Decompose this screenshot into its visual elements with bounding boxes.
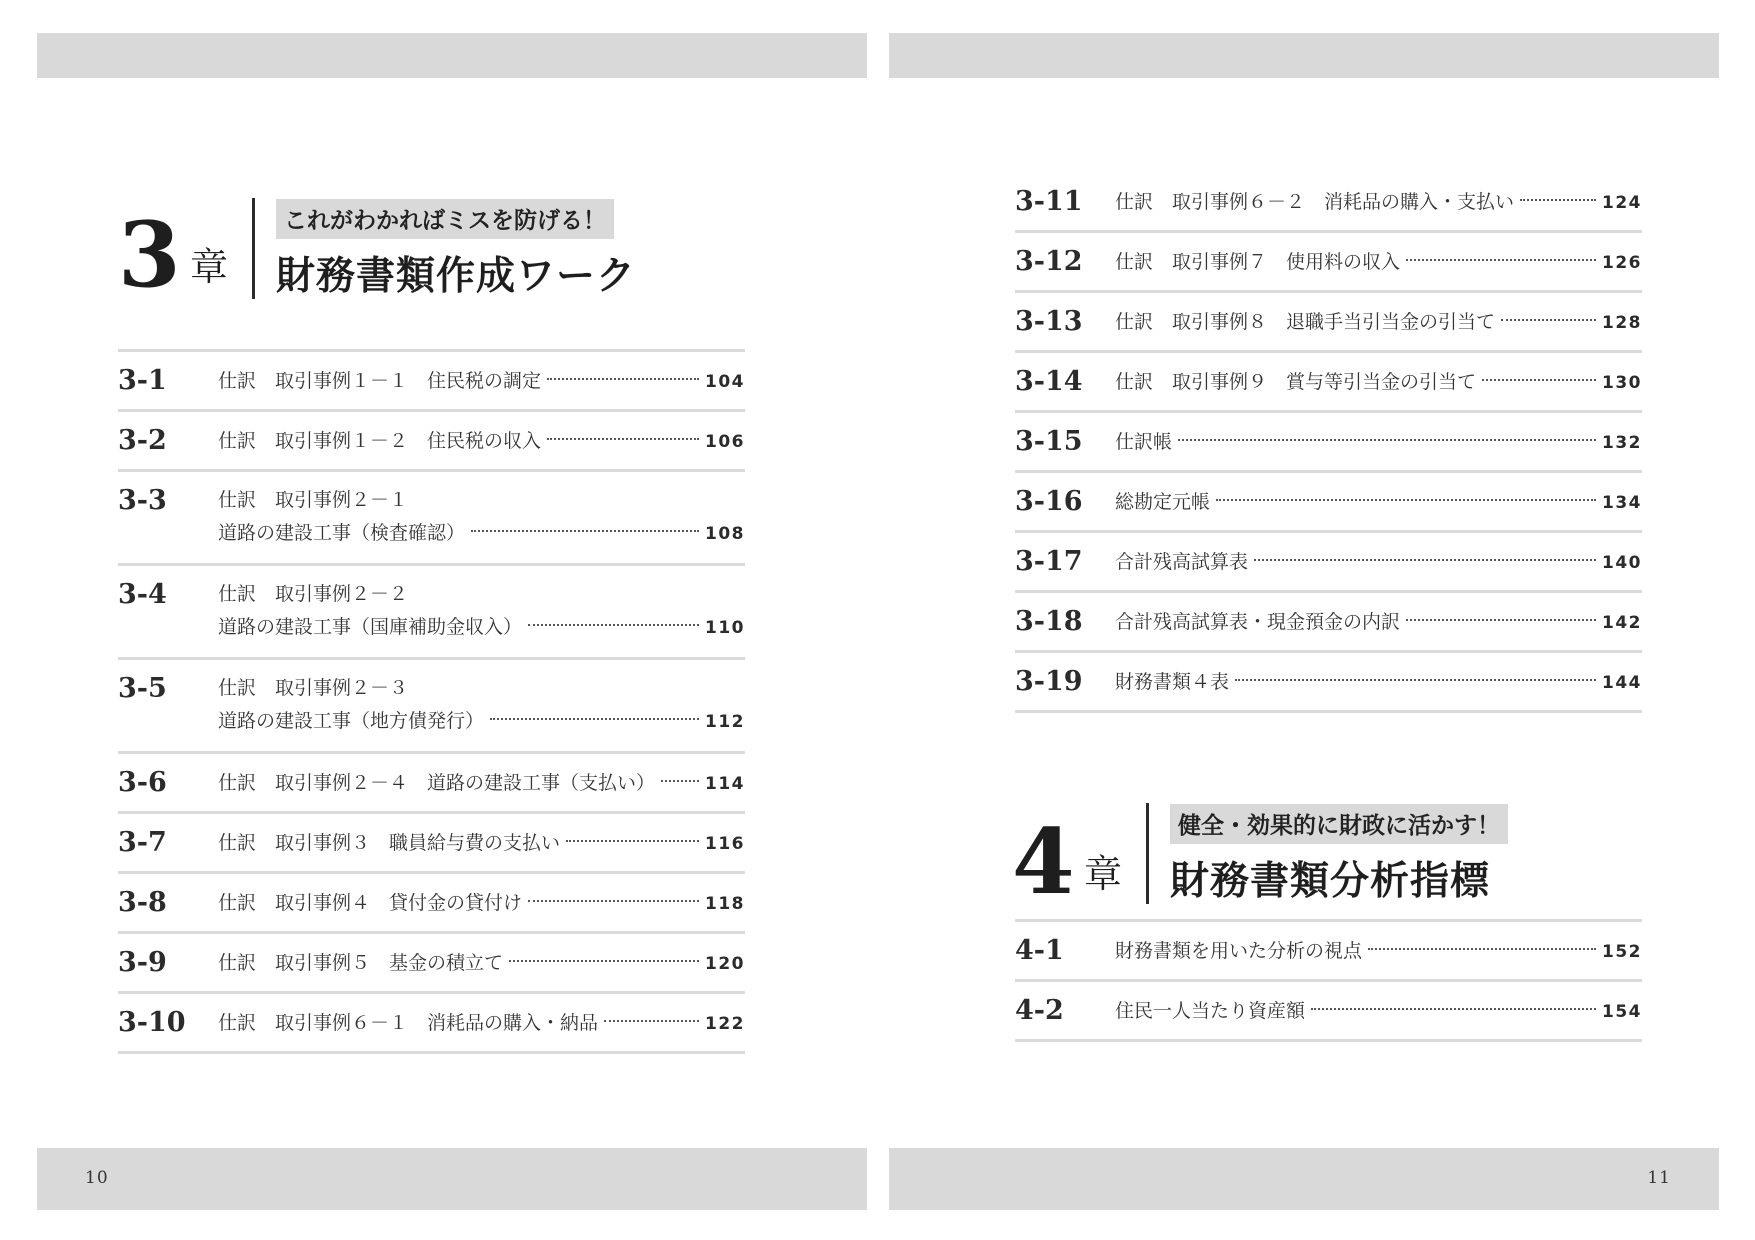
toc-entry-subtitle: 仕訳 取引事例２－２	[218, 583, 409, 605]
chapter-number: 3	[118, 202, 181, 308]
toc-entry[interactable]	[118, 814, 745, 874]
leader-dots	[1482, 379, 1596, 381]
toc-entry-title: 仕訳 取引事例１－１ 住民税の調定	[218, 370, 542, 392]
toc-entry-number: 3-1	[118, 365, 167, 396]
toc-entry-title: 道路の建設工事（検査確認）	[218, 522, 466, 544]
leader-dots	[1216, 499, 1596, 501]
leader-dots	[528, 624, 699, 626]
chapter-title: 財務書類分析指標	[1170, 858, 1491, 904]
toc-entry[interactable]	[1015, 653, 1642, 713]
toc-entry-number: 3-7	[118, 827, 167, 858]
toc-entry[interactable]	[118, 566, 745, 660]
toc-entry-number: 3-11	[1015, 186, 1083, 217]
toc-entry-page: 112	[705, 712, 745, 732]
toc-entry-page: 152	[1602, 942, 1642, 962]
toc-entry[interactable]	[118, 472, 745, 566]
toc-entry-number: 3-8	[118, 887, 167, 918]
toc-entry[interactable]	[118, 934, 745, 994]
toc-entry-title: 仕訳 取引事例７ 使用料の収入	[1115, 251, 1401, 273]
toc-entry-title: 道路の建設工事（地方債発行）	[218, 710, 485, 732]
chapter-catchphrase: これがわかればミスを防げる！	[276, 199, 614, 239]
toc-entry-page: 126	[1602, 253, 1642, 273]
chapter-3-heading	[118, 198, 678, 308]
toc-entry-title: 仕訳 取引事例５ 基金の積立て	[218, 952, 504, 974]
toc-entry-number: 3-9	[118, 947, 167, 978]
leader-dots	[1501, 319, 1596, 321]
footer-bar-right	[889, 1148, 1719, 1210]
toc-entry-page: 120	[705, 954, 745, 974]
toc-entry[interactable]	[1015, 473, 1642, 533]
toc-entry-title: 仕訳 取引事例６－１ 消耗品の購入・納品	[218, 1012, 599, 1034]
toc-entry-page: 132	[1602, 433, 1642, 453]
leader-dots	[1520, 199, 1596, 201]
leader-dots	[547, 378, 699, 380]
toc-entry-page: 142	[1602, 613, 1642, 633]
toc-entry-number: 3-18	[1015, 606, 1083, 637]
leader-dots	[1311, 1008, 1596, 1010]
toc-entry-page: 130	[1602, 373, 1642, 393]
toc-entry-page: 108	[705, 524, 745, 544]
page-number-right: 11	[1647, 1168, 1671, 1188]
toc-entry-number: 4-1	[1015, 935, 1064, 966]
toc-entry-number: 3-17	[1015, 546, 1083, 577]
toc-entry[interactable]	[118, 874, 745, 934]
toc-entry-number: 3-12	[1015, 246, 1083, 277]
toc-entry-page: 106	[705, 432, 745, 452]
toc-entry-number: 3-10	[118, 1007, 186, 1038]
header-bar-left	[37, 33, 867, 78]
footer-bar-left	[37, 1148, 867, 1210]
toc-entry[interactable]	[118, 352, 745, 412]
leader-dots	[1235, 679, 1596, 681]
toc-entry-title: 財務書類４表	[1115, 671, 1230, 693]
toc-entry-title: 仕訳 取引事例８ 退職手当引当金の引当て	[1115, 311, 1496, 333]
toc-list-chapter-3-part-1	[118, 349, 745, 1054]
toc-entry-page: 124	[1602, 193, 1642, 213]
leader-dots	[1178, 439, 1596, 441]
page-number-left: 10	[85, 1168, 109, 1188]
chapter-4-heading	[1012, 803, 1572, 913]
toc-entry-title: 仕訳 取引事例６－２ 消耗品の購入・支払い	[1115, 191, 1515, 213]
toc-list-chapter-3-part-2	[1015, 173, 1642, 713]
toc-entry-subtitle: 仕訳 取引事例２－３	[218, 677, 409, 699]
toc-entry-number: 3-14	[1015, 366, 1083, 397]
leader-dots	[1406, 619, 1596, 621]
toc-entry-page: 122	[705, 1014, 745, 1034]
leader-dots	[1254, 559, 1596, 561]
toc-entry-number: 4-2	[1015, 995, 1064, 1026]
toc-entry[interactable]	[1015, 233, 1642, 293]
toc-entry-number: 3-5	[118, 673, 167, 704]
toc-entry-page: 140	[1602, 553, 1642, 573]
toc-entry-title: 合計残高試算表	[1115, 551, 1249, 573]
toc-entry-page: 110	[705, 618, 745, 638]
toc-entry-number: 3-15	[1015, 426, 1083, 457]
toc-entry-page: 104	[705, 372, 745, 392]
toc-entry-title: 仕訳 取引事例１－２ 住民税の収入	[218, 430, 542, 452]
toc-entry[interactable]	[118, 994, 745, 1054]
toc-entry-title: 仕訳帳	[1115, 431, 1173, 453]
toc-entry-page: 154	[1602, 1002, 1642, 1022]
toc-entry-number: 3-19	[1015, 666, 1083, 697]
toc-entry[interactable]	[1015, 982, 1642, 1042]
chapter-divider	[1146, 803, 1149, 904]
leader-dots	[661, 780, 699, 782]
leader-dots	[566, 840, 699, 842]
chapter-catchphrase: 健全・効果的に財政に活かす！	[1170, 804, 1508, 844]
chapter-title: 財務書類作成ワーク	[276, 253, 637, 299]
toc-entry-title: 住民一人当たり資産額	[1115, 1000, 1306, 1022]
toc-entry[interactable]	[1015, 922, 1642, 982]
leader-dots	[1406, 259, 1596, 261]
toc-entry-page: 134	[1602, 493, 1642, 513]
chapter-kanji: 章	[190, 245, 229, 289]
toc-entry-title: 道路の建設工事（国庫補助金収入）	[218, 616, 523, 638]
toc-entry-title: 仕訳 取引事例４ 貸付金の貸付け	[218, 892, 523, 914]
toc-entry-number: 3-16	[1015, 486, 1083, 517]
leader-dots	[471, 530, 699, 532]
toc-entry-page: 114	[705, 774, 745, 794]
leader-dots	[509, 960, 699, 962]
leader-dots	[547, 438, 699, 440]
leader-dots	[1368, 948, 1596, 950]
toc-entry[interactable]	[1015, 353, 1642, 413]
toc-entry-title: 財務書類を用いた分析の視点	[1115, 940, 1363, 962]
leader-dots	[604, 1020, 699, 1022]
toc-entry-title: 総勘定元帳	[1115, 491, 1211, 513]
toc-entry[interactable]	[1015, 593, 1642, 653]
toc-entry-title: 仕訳 取引事例２－４ 道路の建設工事（支払い）	[218, 772, 656, 794]
toc-list-chapter-4	[1015, 919, 1642, 1042]
toc-entry-title: 仕訳 取引事例３ 職員給与費の支払い	[218, 832, 561, 854]
toc-entry-page: 118	[705, 894, 745, 914]
toc-entry-page: 116	[705, 834, 745, 854]
toc-entry[interactable]	[118, 412, 745, 472]
toc-entry[interactable]	[1015, 533, 1642, 593]
toc-entry-number: 3-4	[118, 579, 167, 610]
toc-entry-title: 仕訳 取引事例９ 賞与等引当金の引当て	[1115, 371, 1477, 393]
chapter-divider	[252, 198, 255, 299]
toc-entry[interactable]	[1015, 413, 1642, 473]
toc-entry[interactable]	[1015, 293, 1642, 353]
toc-entry-number: 3-6	[118, 767, 167, 798]
leader-dots	[490, 718, 699, 720]
chapter-number: 4	[1012, 809, 1075, 915]
toc-entry-number: 3-13	[1015, 306, 1083, 337]
toc-entry-page: 144	[1602, 673, 1642, 693]
leader-dots	[528, 900, 699, 902]
header-bar-right	[889, 33, 1719, 78]
toc-entry[interactable]	[118, 660, 745, 754]
chapter-kanji: 章	[1084, 852, 1123, 896]
toc-entry[interactable]	[1015, 173, 1642, 233]
toc-entry-number: 3-3	[118, 485, 167, 516]
toc-entry-title: 合計残高試算表・現金預金の内訳	[1115, 611, 1401, 633]
toc-entry-subtitle: 仕訳 取引事例２－１	[218, 489, 409, 511]
toc-entry-page: 128	[1602, 313, 1642, 333]
toc-entry-number: 3-2	[118, 425, 167, 456]
toc-entry[interactable]	[118, 754, 745, 814]
